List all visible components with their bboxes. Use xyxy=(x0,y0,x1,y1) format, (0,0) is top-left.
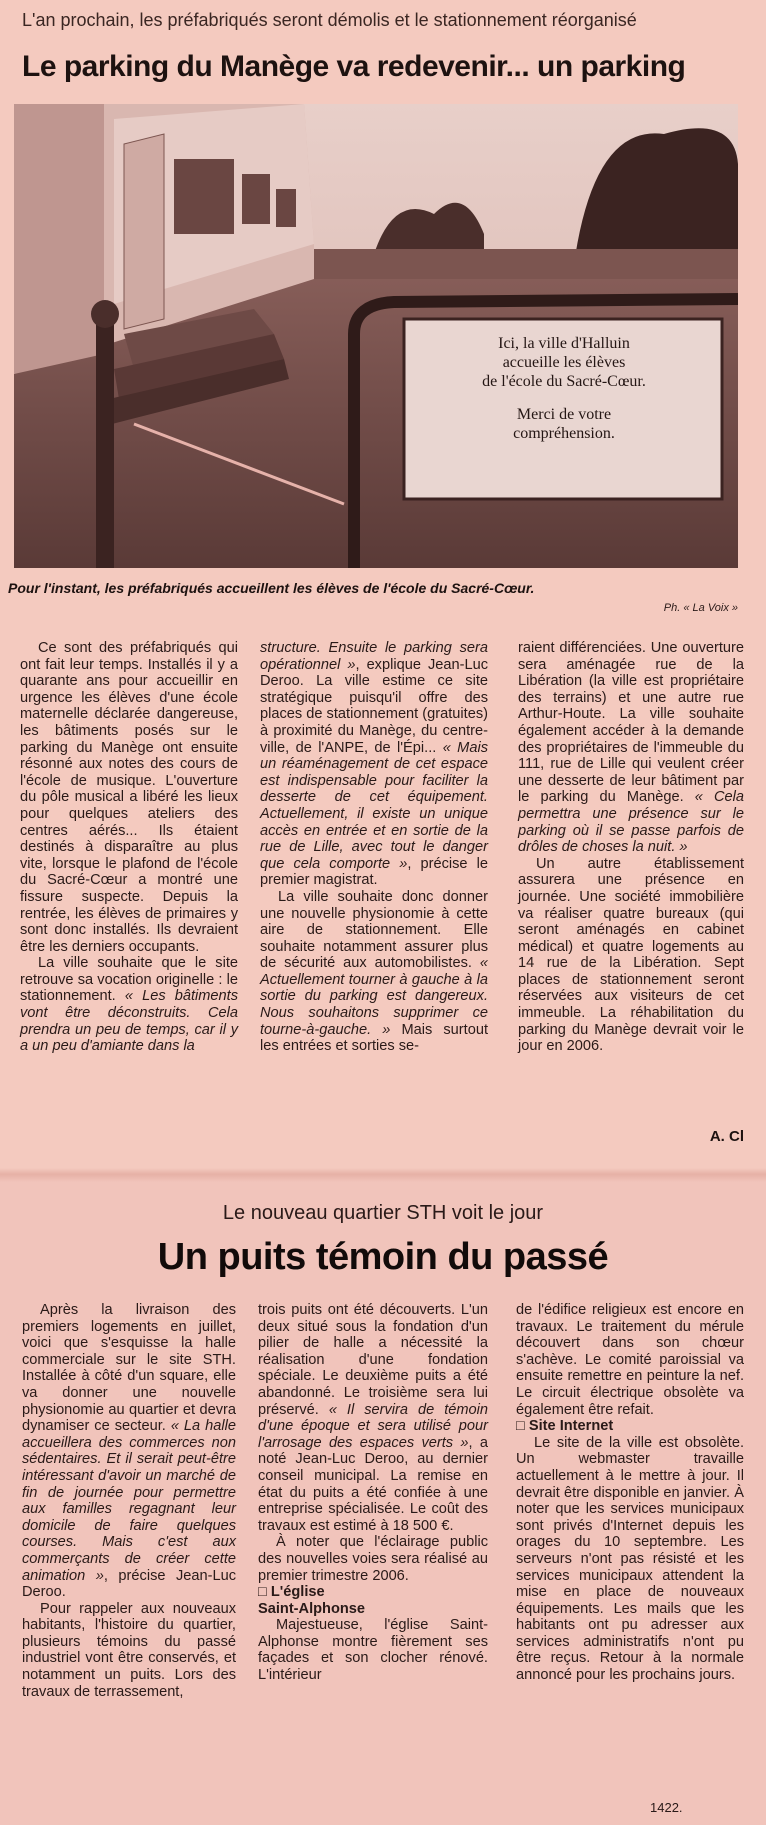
paper-fold xyxy=(0,1168,766,1182)
article1-column-1: Ce sont des préfabriqués qui ont fait leur temps. Installés il y a quarante ans pour accueillir en urgence les élèves d'une école maternelle déclarée dangereuse, les bâtiments posés sur le parking du Manège ont ensuite résonné aux notes des cours de l'école de musique. L'ouverture du pôle musical a libéré les lieux pour quelques ateliers des centres aérés... Ils étaient destinés à disparaître au plus vite, lorsque le plafond de l'école du Sacré-Cœur a montré une fissure suspecte. Depuis la rentrée, les élèves de primaires y sont donc installés. Ils devraient être les derniers occupants. La ville souhaite que le site retrouve sa vocation originelle : le stationnement. « Les bâtiments vont être déconstruits. Cela prendra un peu de temps, car il y a un peu d'amiante dans la xyxy=(20,640,238,1055)
photo-credit: Ph. « La Voix » xyxy=(663,602,738,614)
page-number: 1422. xyxy=(650,1800,683,1815)
article2-column-2: trois puits ont été découverts. L'un deux situé sous la fondation d'un pilier de halle a nécessité la réalisation d'une fondation spéciale. Le deuxième puits a été abandonné. Le troisième sera lui préservé. « Il servira de témoin d'une époque et sera utilisé pour l'arrosage des espaces verts », a noté Jean-Luc Deroo, au dernier conseil municipal. La remise en état du puits a été confiée à une entreprise spécialisée. Le coût des travaux est estimé à 18 500 €. À noter que l'éclairage public des nouvelles voies sera réalisé au premier trimestre 2006. □ L'église Saint-Alphonse Majestueuse, l'église Saint-Alphonse montre fièrement ses façades et son clocher rénové. L'intérieur xyxy=(258,1302,488,1684)
article1-column-3: raient différenciées. Une ouverture sera aménagée rue de la Libération (la ville est propriétaire des terrains) et une autre rue Arthur-Houte. La ville souhaite également accéder à la demande des propriétaires de l'immeuble du 111, rue de Lille qui veulent créer une desserte de leur bâtiment par le parking du Manège. « Cela permettra une présence sur le parking où il se passe parfois de drôles de choses la nuit. » Un autre établissement assurera une présence en journée. Une société immobilière va réaliser quatre bureaux (qui seront aménagés en cabinet médical) et quatre logements au 14 rue de la Libération. Sept places de stationnement seront réservées aux visiteurs de cet immeuble. La réhabilitation du parking du Manège devrait voir le jour en 2006. xyxy=(518,640,745,1055)
article2-column-1: Après la livraison des premiers logements en juillet, voici que s'esquisse la halle commerciale sur le site STH. Installée à côté d'un square, elle va donner une nouvelle physionomie au quartier et devra dynamiser ce secteur. « La halle accueillera des commerces non sédentaires. Et il serait peut-être intéressant d'avoir un marché de fin de journée pour permettre aux familles regagnant leur domicile de faire quelques courses. Mais c'est aux commerçants de créer cette animation », précise Jean-Luc Deroo. Pour rappeler aux nouveaux habitants, l'histoire du quartier, plusieurs témoins du passé industriel vont être conservés, et notamment un puits. Lors des travaux de terrassement, xyxy=(22,1302,236,1700)
article2-column-3: de l'édifice religieux est encore en travaux. Le traitement du mérule découvert dans son chœur s'achève. Le comité paroissial va ensuite remettre en peinture la nef. Le circuit électrique obsolète va également être refait. □ Site Internet Le site de la ville est obsolète. Un webmaster travaille actuellement à le mettre à jour. Il devrait être disponible en janvier. À noter que les services municipaux sont privés d'Internet depuis les orages du 10 septembre. Les serveurs n'ont pas résisté et les services municipaux attendent la mise en place de nouveaux équipements. Les mails que les habitants ont pu adresser aux services administratifs n'ont pu être reçus. Retour à la normale annoncé pour les prochains jours. xyxy=(516,1302,744,1684)
subheading-site-internet: □ Site Internet xyxy=(516,1418,614,1435)
sign-text: Ici, la ville d'Halluin accueille les élèves de l'école du Sacré-Cœur. Merci de votre compréhension. xyxy=(482,335,646,442)
article2-kicker: Le nouveau quartier STH voit le jour xyxy=(222,1202,544,1224)
article-photo xyxy=(14,104,738,568)
author-signature: A. Cl xyxy=(709,1128,744,1145)
article2-headline: Un puits témoin du passé xyxy=(157,1236,609,1278)
article-kicker: L'an prochain, les préfabriqués seront démolis et le stationnement réorganisé xyxy=(22,10,637,30)
photo-caption: Pour l'instant, les préfabriqués accueillent les élèves de l'école du Sacré-Cœur. xyxy=(8,580,535,596)
article-headline: Le parking du Manège va redevenir... un parking xyxy=(22,50,686,83)
article1-column-2: structure. Ensuite le parking sera opérationnel », explique Jean-Luc Deroo. La ville estime ce site stratégique puisqu'il offre des places de stationnement (gratuites) à proximité du Manège, du centre-ville, de l'ANPE, de l'Épi... « Mais un réaménagement de cet espace est indispensable pour faciliter la desserte de cet équipement. Actuellement, il existe un unique accès en entrée et en sortie de la rue de Lille, avec tout le danger que cela comporte », précise le premier magistrat. La ville souhaite donc donner une nouvelle physionomie à cette aire de stationnement. Elle souhaite notamment assurer plus de sécurité aux automobilistes. « Actuellement tourner à gauche à la sortie du parking est dangereux. Nous souhaitons supprimer ce tourne-à-gauche. » Mais surtout les entrées et sorties se- xyxy=(260,640,488,1055)
subheading-eglise: □ L'église xyxy=(258,1584,325,1601)
